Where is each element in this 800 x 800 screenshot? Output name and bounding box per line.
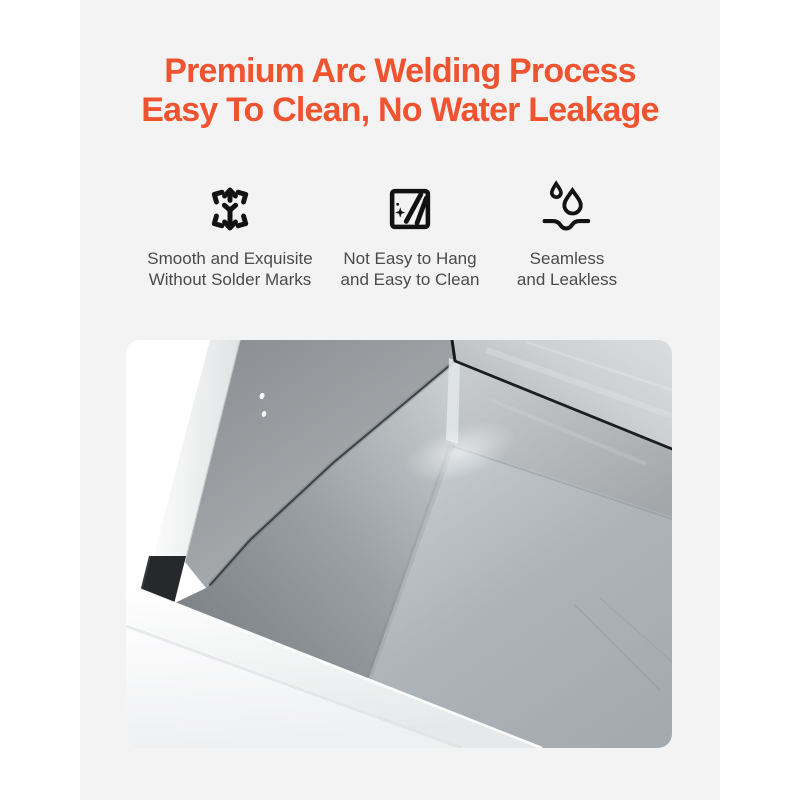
page-title: [0, 52, 800, 130]
mirror-shine-clean-icon: [384, 183, 436, 235]
feature-smooth-no-solder: [140, 177, 320, 290]
feature-caption: Not Easy to Hang and Easy to Clean: [340, 249, 480, 289]
feature-caption: Seamless and Leakless: [516, 249, 618, 289]
product-photo-card: [126, 340, 672, 748]
title-line-2: Easy To Clean, No Water Leakage: [141, 91, 659, 129]
title-line-1: Premium Arc Welding Process: [164, 52, 636, 90]
features-row: [0, 177, 800, 307]
feature-caption: Smooth and Exquisite Without Solder Marks: [147, 249, 313, 289]
feature-seamless-leakless: [487, 177, 647, 290]
3d-smooth-arrows-icon: [204, 183, 256, 235]
sink-corner-photo: [126, 340, 672, 748]
feature-easy-to-clean: [322, 177, 498, 290]
water-drops-wave-icon: [538, 177, 596, 235]
